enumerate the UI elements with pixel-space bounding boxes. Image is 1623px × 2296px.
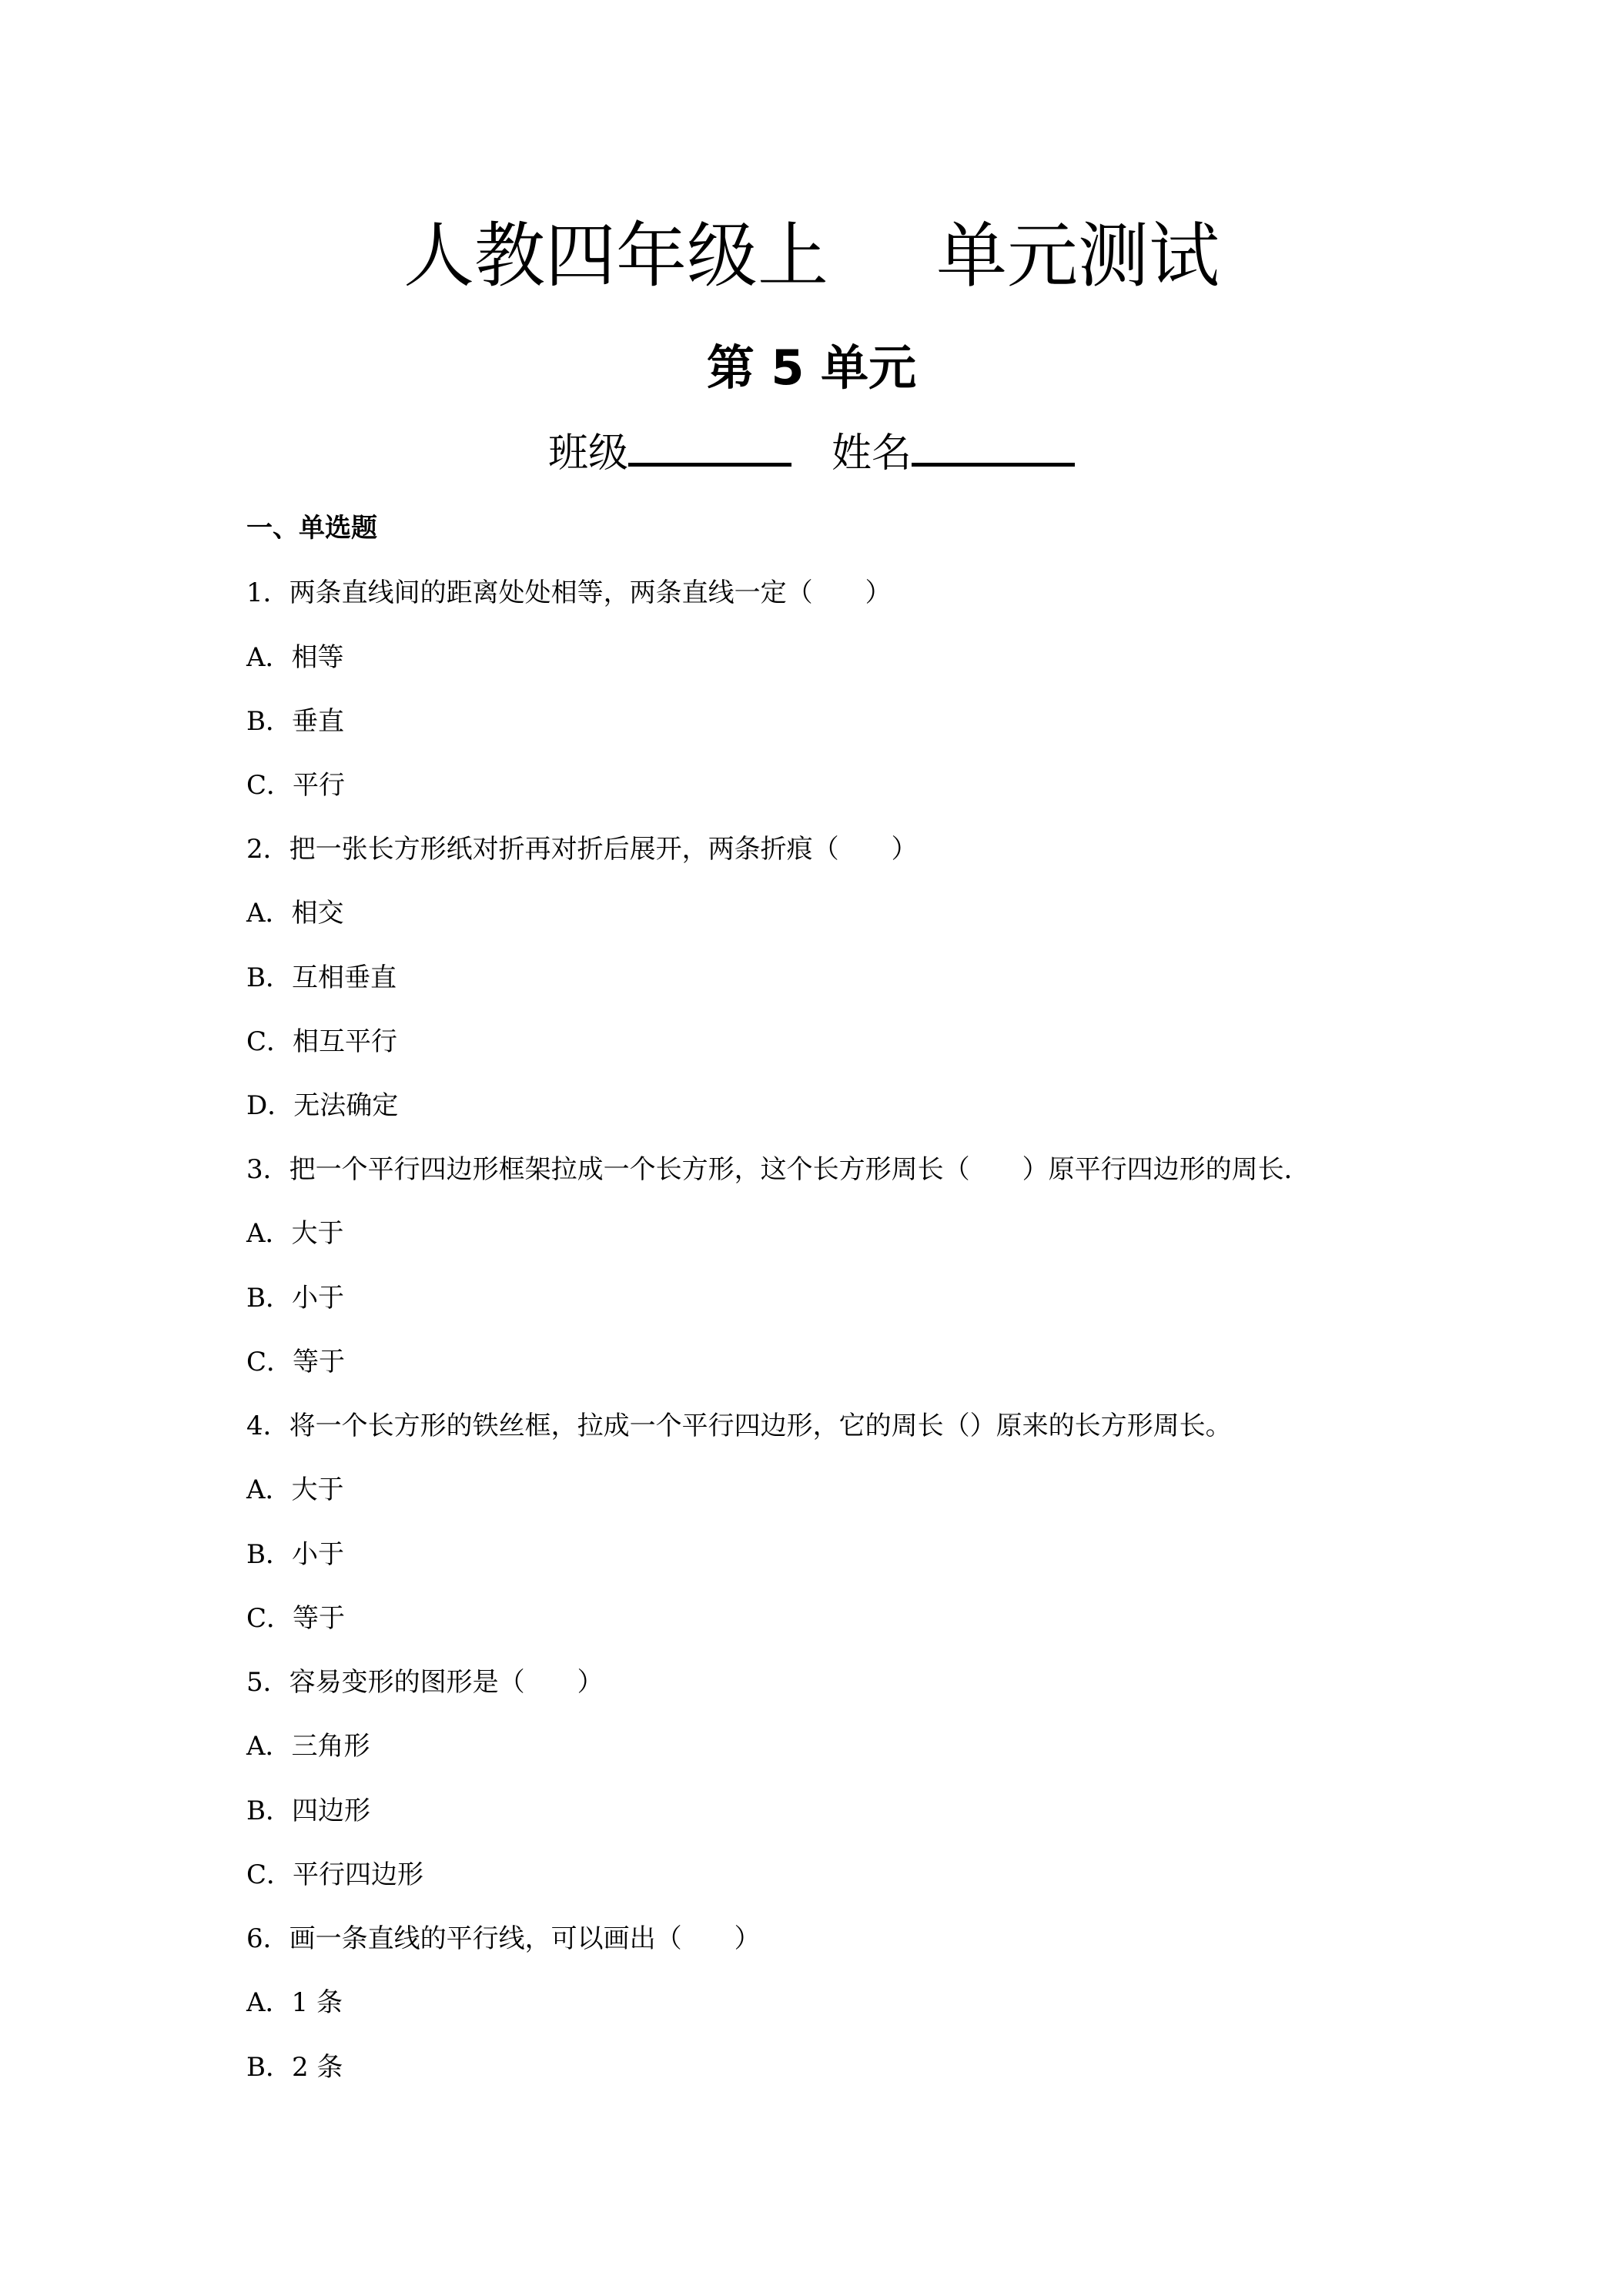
option-1a: A．相等 (246, 642, 344, 673)
name-blank[interactable] (912, 429, 1075, 467)
class-label: 班级 (547, 430, 628, 477)
question-1: 1．两条直线间的距离处处相等，两条直线一定（ ） (246, 577, 892, 608)
option-2d: D．无法确定 (246, 1090, 399, 1121)
unit-subtitle: 第 5 单元 (706, 340, 917, 396)
option-3a: A．大于 (246, 1218, 344, 1249)
question-3: 3．把一个平行四边形框架拉成一个长方形，这个长方形周长（ ）原平行四边形的周长． (246, 1154, 1310, 1185)
name-label: 姓名 (832, 430, 912, 477)
option-5b: B．四边形 (246, 1796, 370, 1826)
option-1b: B．垂直 (246, 706, 344, 737)
question-2: 2．把一张长方形纸对折再对折后展开，两条折痕（ ） (246, 834, 918, 865)
title-left: 人教四年级上 (403, 215, 828, 297)
question-6: 6．画一条直线的平行线，可以画出（ ） (246, 1923, 761, 1954)
option-1c: C．平行 (246, 770, 346, 801)
option-2a: A．相交 (246, 898, 344, 929)
option-4c: C．等于 (246, 1603, 346, 1634)
option-3b: B．小于 (246, 1283, 344, 1314)
option-3c: C．等于 (246, 1347, 346, 1377)
page-title (0, 214, 1623, 299)
option-6b: B．2 条 (246, 2052, 343, 2083)
option-5c: C．平行四边形 (246, 1859, 424, 1890)
student-info-line (0, 428, 1623, 479)
question-4: 4．将一个长方形的铁丝框，拉成一个平行四边形，它的周长（）原来的长方形周长。 (246, 1411, 1232, 1441)
option-2c: C．相互平行 (246, 1026, 398, 1057)
class-blank[interactable] (628, 429, 791, 467)
option-6a: A．1 条 (246, 1987, 343, 2018)
question-5: 5．容易变形的图形是（ ） (246, 1667, 604, 1698)
section-heading: 一、单选题 (246, 513, 377, 544)
option-4b: B．小于 (246, 1539, 344, 1570)
option-4a: A．大于 (246, 1474, 344, 1505)
title-right: 单元测试 (936, 215, 1220, 297)
option-5a: A．三角形 (246, 1731, 370, 1762)
option-2b: B．互相垂直 (246, 962, 397, 993)
